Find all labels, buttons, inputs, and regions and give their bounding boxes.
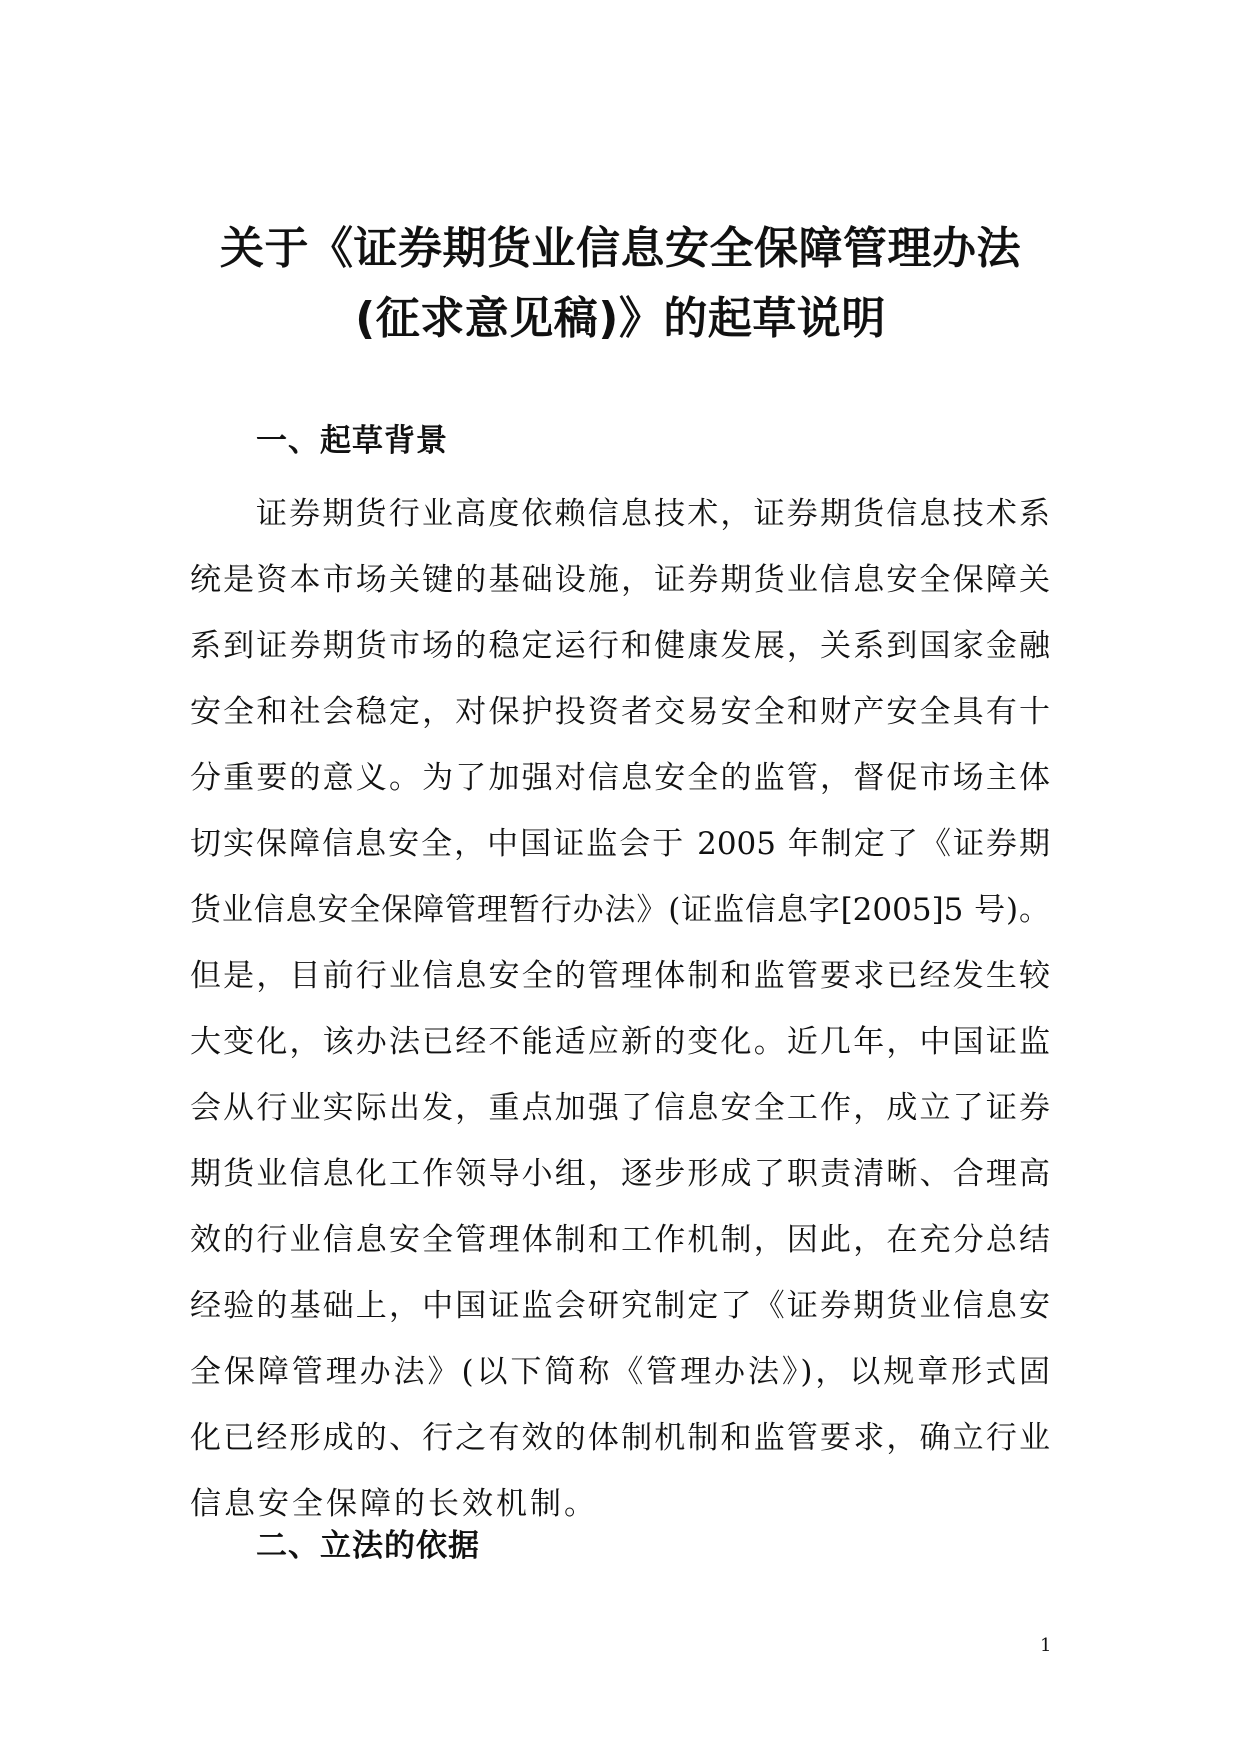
- section-heading-background: 一、起草背景: [256, 423, 448, 459]
- body-line: 信息安全保障的长效机制。: [190, 1486, 598, 1522]
- body-line: 证券期货行业高度依赖信息技术，证券期货信息技术系: [256, 496, 1050, 532]
- body-line: 大变化，该办法已经不能适应新的变化。近几年，中国证监: [190, 1024, 1050, 1060]
- page-number: 1: [1040, 1635, 1052, 1656]
- document-title-line-1: 关于《证券期货业信息安全保障管理办法: [220, 223, 1021, 274]
- body-line: 货业信息安全保障管理暂行办法》(证监信息字[2005]5 号)。: [190, 892, 1050, 928]
- body-line: 系到证券期货市场的稳定运行和健康发展，关系到国家金融: [190, 628, 1050, 664]
- body-line: 经验的基础上，中国证监会研究制定了《证券期货业信息安: [190, 1288, 1050, 1324]
- body-line: 全保障管理办法》(以下简称《管理办法》)，以规章形式固: [190, 1354, 1050, 1390]
- body-line: 统是资本市场关键的基础设施，证券期货业信息安全保障关: [190, 562, 1050, 598]
- section-heading-legal-basis: 二、立法的依据: [256, 1528, 480, 1564]
- body-line: 切实保障信息安全，中国证监会于 2005 年制定了《证券期: [190, 826, 1050, 862]
- body-line: 安全和社会稳定，对保护投资者交易安全和财产安全具有十: [190, 694, 1050, 730]
- document-title-line-2: (征求意见稿)》的起草说明: [355, 293, 886, 344]
- body-line: 化已经形成的、行之有效的体制机制和监管要求，确立行业: [190, 1420, 1050, 1456]
- body-line: 会从行业实际出发，重点加强了信息安全工作，成立了证券: [190, 1090, 1050, 1126]
- section-body-background: [190, 481, 1050, 1537]
- body-line: 效的行业信息安全管理体制和工作机制，因此，在充分总结: [190, 1222, 1050, 1258]
- body-line: 分重要的意义。为了加强对信息安全的监管，督促市场主体: [190, 760, 1050, 796]
- body-line: 但是，目前行业信息安全的管理体制和监管要求已经发生较: [190, 958, 1050, 994]
- body-line: 期货业信息化工作领导小组，逐步形成了职责清晰、合理高: [190, 1156, 1050, 1192]
